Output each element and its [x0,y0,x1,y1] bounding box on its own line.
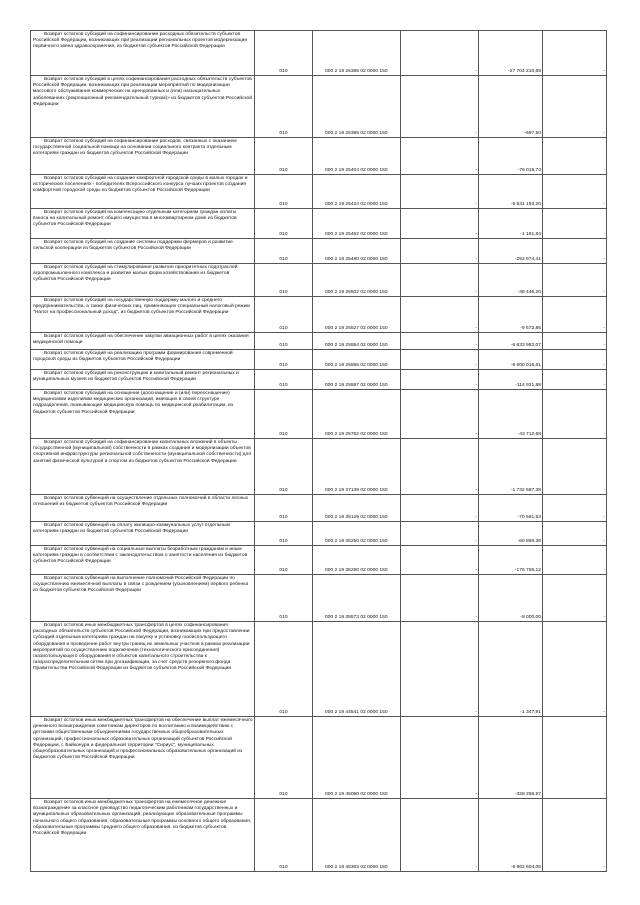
row-code: 010 [255,439,313,495]
row-description-text: Возврат остатков субсидий на софинансирование капитальных вложений в объекты государственной (муниципальной) собственности в рамках создания и модернизации объектов спортивной инфраструктуры региональной собственности (муниципальной собственности) для занятий физической культурой и спортом из бюджетов субъектов Российской Федерации [33,440,252,464]
row-code: 010 [255,297,313,333]
row-unexecuted-amount: - [543,350,607,370]
row-code: 010 [255,333,313,350]
row-code: 010 [255,76,313,138]
row-budget-code: 000 2 19 25555 02 0000 150 [313,350,401,370]
table-row [31,333,607,350]
row-code: 010 [255,138,313,175]
row-unexecuted-amount: - [543,76,607,138]
row-approved-amount: - [401,622,479,717]
row-description [31,31,255,76]
row-description-text: Возврат остатков субсидий на софинансирование расходов, связанных с оказанием государственной социальной помощи на основании социального контракта отдельным категориям граждан из бюджетов субъектов Российской Федерации [33,139,237,157]
row-unexecuted-amount: - [543,209,607,239]
row-approved-amount: - [401,390,479,439]
row-budget-code: 000 2 19 27139 02 0000 150 [313,439,401,495]
row-executed-amount: -76 015,74 [479,138,543,175]
row-description-text: Возврат остатков субсидий на оснащение (дооснащение и (или) переоснащение) медицинскими изделиями медицинских организаций, имеющих в своей структуре подразделения, оказывающие медицинскую помощь по медицинской реабилитации, из бюджетов субъектов Российской Федерации [33,391,233,415]
row-code: 010 [255,622,313,717]
row-executed-amount: -6 600 016,61 [479,350,543,370]
row-executed-amount: -1 347,91 [479,622,543,717]
row-budget-code: 000 2 19 25365 02 0000 150 [313,31,401,76]
table-row [31,439,607,495]
row-approved-amount: - [401,333,479,350]
row-unexecuted-amount: - [543,522,607,546]
row-code: 010 [255,175,313,209]
row-budget-code: 000 2 19 25527 02 0000 150 [313,297,401,333]
row-budget-code: 000 2 19 25385 02 0000 150 [313,76,401,138]
row-description-text: Возврат остатков субсидий на создание комфортной городской среды в малых городах и исторических поселениях - победителях Всероссийского конкурса лучших проектов создания комфортной городской среды из бюджетов субъектов Российской Федерации [33,176,248,194]
row-executed-amount: -114 931,88 [479,370,543,390]
row-code: 010 [255,31,313,76]
row-executed-amount: -38 446,20 [479,264,543,297]
row-code: 010 [255,495,313,522]
budget-return-table [30,30,607,872]
row-description-text: Возврат остатков субвенций на осуществление отдельных полномочий в области лесных отношений из бюджетов субъектов Российской Федерации [33,496,249,508]
row-description [31,138,255,175]
table-row [31,370,607,390]
row-description-text: Возврат остатков субсидий на софинансирование расходных обязательств субъектов Российской Федерации, возникающих при реализации региональных проектов модернизации первичного звена здравоохранения, из бюджетов субъектов Российской Федерации [33,32,248,50]
table-body [31,31,607,872]
row-description [31,76,255,138]
table-row [31,495,607,522]
row-budget-code: 000 2 19 25480 02 0000 150 [313,239,401,264]
row-description [31,575,255,622]
row-approved-amount: - [401,717,479,799]
row-description-text: Возврат остатков субсидий на создание системы поддержки фермеров и развитие сельской кооперации из бюджетов субъектов Российской Федерации [33,240,233,252]
row-description-text: Возврат остатков субсидий на государственную поддержку малого и среднего предпринимательства, а также физических лиц, применяющих специальный налоговый режим "Налог на профессиональный доход", из бюджетов субъектов Российской Федерации [33,298,250,316]
row-executed-amount: -5 531 193,20 [479,175,543,209]
row-executed-amount: -9 572,86 [479,297,543,333]
row-code: 010 [255,239,313,264]
row-description-text: Возврат остатков субсидий в целях софинансирования расходных обязательств субъектов Российской Федерации, возникающих при реализации мероприятий по модернизации массового обслуживания коммерческих на арендованных и (или) насыщательных заболеваниях (рекреационный рекомендательный туризм)» из бюджетов субъектов Российской Федерации [33,77,253,107]
row-description-text: Возврат остатков субсидий на реализацию программ формирования современной городской среды из бюджетов субъектов Российской Федерации [33,351,233,363]
row-description [31,622,255,717]
row-unexecuted-amount: - [543,333,607,350]
row-description-text: Возврат остатков иных межбюджетных трансфертов на обеспечение выплат ежемесячного денежного вознаграждения советникам директоров по воспитанию и взаимодействию с детскими общественными объединениями государственных общеобразовательных организаций, профессиональных образовательных организаций субъектов Российской Федерации, г. Байконура и федеральной территории "Сириус", муниципальных общеобразовательных организаций и профессиональных образовательных организаций из бюджетов субъектов Российской Федерации [33,718,253,761]
row-code: 010 [255,546,313,575]
row-unexecuted-amount: - [543,138,607,175]
row-description [31,495,255,522]
table-row [31,297,607,333]
row-description-text: Возврат остатков иных межбюджетных трансфертов на ежемесячное денежное вознаграждение за классное руководство педагогическим работникам государственных и муниципальных образовательных организаций, реализующих образовательные программы начального общего образования, образовательные программы основного общего образования, образовательные программы среднего общего образования, из бюджетов субъектов Российской Федерации [33,800,252,837]
table-row [31,546,607,575]
row-code: 010 [255,264,313,297]
row-executed-amount: -1 732 587,38 [479,439,543,495]
row-budget-code: 000 2 19 25424 02 0000 150 [313,175,401,209]
row-approved-amount: - [401,575,479,622]
row-description [31,209,255,239]
row-unexecuted-amount: - [543,31,607,76]
row-unexecuted-amount: - [543,239,607,264]
table-row [31,799,607,872]
row-unexecuted-amount: - [543,622,607,717]
row-executed-amount: -252 974,41 [479,239,543,264]
row-approved-amount: - [401,239,479,264]
row-unexecuted-amount: - [543,575,607,622]
row-code: 010 [255,799,313,872]
row-executed-amount: -697,50 [479,76,543,138]
row-budget-code: 000 2 19 25502 02 0000 150 [313,264,401,297]
row-budget-code: 000 2 19 25554 02 0000 150 [313,333,401,350]
row-unexecuted-amount: - [543,370,607,390]
row-unexecuted-amount: - [543,297,607,333]
budget-report-page [30,30,606,872]
row-unexecuted-amount: - [543,717,607,799]
table-row [31,138,607,175]
table-row [31,264,607,297]
row-approved-amount: - [401,799,479,872]
row-description-text: Возврат остатков субвенций на оплату жилищно-коммунальных услуг отдельным категориям граждан из бюджетов субъектов Российской Федерации [33,523,230,535]
row-executed-amount: -43 712,68 [479,390,543,439]
row-description-text: Возврат остатков субсидий на обеспечение закупки авиационных работ в целях оказания медицинской помощи [33,334,249,346]
row-unexecuted-amount: - [543,439,607,495]
row-description [31,239,255,264]
row-description-text: Возврат остатков субсидий на компенсацию отдельным категориям граждан оплаты взноса на капитальный ремонт общего имущества в многоквартирном доме из бюджетов субъектов Российской Федерации [33,210,237,228]
row-approved-amount: - [401,522,479,546]
row-unexecuted-amount: - [543,495,607,522]
row-description [31,390,255,439]
table-row [31,76,607,138]
row-description [31,370,255,390]
row-approved-amount: - [401,439,479,495]
row-approved-amount: - [401,76,479,138]
row-description-text: Возврат остатков субсидий на реконструкцию и капитальный ремонт региональных и муниципальных музеев из бюджетов субъектов Российской Федерации [33,371,239,383]
row-budget-code: 000 2 19 35250 02 0000 150 [313,522,401,546]
row-executed-amount: -176 765,12 [479,546,543,575]
row-approved-amount: - [401,350,479,370]
table-row [31,717,607,799]
table-row [31,175,607,209]
row-description-text: Возврат остатков субсидий на стимулирование развития приоритетных подотраслей агропромышленного комплекса и развитие малых форм хозяйствования из бюджетов субъектов Российской Федерации [33,265,238,283]
row-code: 010 [255,390,313,439]
row-budget-code: 000 2 19 25404 02 0000 150 [313,138,401,175]
row-executed-amount: -6 633 982,07 [479,333,543,350]
row-approved-amount: - [401,138,479,175]
row-executed-amount: -1 181,84 [479,209,543,239]
table-row [31,31,607,76]
row-description-text: Возврат остатков иных межбюджетных трансфертов в целях софинансирования расходных обязательств субъектов Российской Федерации, возникающих при предоставлении субсидий отдельным категориям граждан на покупку и установку газоиспользующего оборудования и проведение работ внутри границ их земельных участков в рамках реализации мероприятий по осуществлению подключения (технологического присоединения) газоиспользующего оборудования и объектов капитального строительства к газораспределительным сетям при догазификации, за счет средств резервного фонда Правительства Российской Федерации из бюджетов субъектов Российской Федерации [33,623,250,672]
row-executed-amount: -27 704 210,69 [479,31,543,76]
table-row [31,239,607,264]
row-budget-code: 000 2 19 25597 02 0000 150 [313,370,401,390]
row-budget-code: 000 2 19 35573 02 0000 150 [313,575,401,622]
row-approved-amount: - [401,546,479,575]
row-approved-amount: - [401,495,479,522]
table-row [31,209,607,239]
row-executed-amount: -6 962 604,06 [479,799,543,872]
row-code: 010 [255,575,313,622]
row-budget-code: 000 2 19 35129 02 0000 150 [313,495,401,522]
row-description [31,522,255,546]
row-unexecuted-amount: - [543,264,607,297]
row-approved-amount: - [401,31,479,76]
row-approved-amount: - [401,175,479,209]
row-executed-amount: -60 869,36 [479,522,543,546]
row-description-text: Возврат остатков субвенций на выполнение полномочий Российской Федерации по осуществлению ежемесячной выплаты в связи с рождением (усыновлением) первого ребенка из бюджетов субъектов Российской Федерации [33,576,249,594]
row-budget-code: 000 2 19 44541 02 0000 150 [313,622,401,717]
row-description [31,350,255,370]
row-code: 010 [255,350,313,370]
row-description [31,333,255,350]
row-approved-amount: - [401,297,479,333]
row-budget-code: 000 2 19 45303 02 0000 150 [313,799,401,872]
row-description [31,264,255,297]
row-description [31,546,255,575]
row-description [31,799,255,872]
row-description [31,439,255,495]
row-unexecuted-amount: - [543,546,607,575]
row-code: 010 [255,717,313,799]
row-budget-code: 000 2 19 35290 02 0000 150 [313,546,401,575]
row-unexecuted-amount: - [543,390,607,439]
row-approved-amount: - [401,209,479,239]
table-row [31,575,607,622]
row-executed-amount: -8 000,00 [479,575,543,622]
row-executed-amount: -70 581,53 [479,495,543,522]
table-row [31,622,607,717]
row-code: 010 [255,209,313,239]
row-description-text: Возврат остатков субвенций на социальные выплаты безработным гражданам и иным категориям граждан в соответствии с законодательством о занятости населения из бюджетов субъектов Российской Федерации [33,547,248,565]
row-budget-code: 000 2 19 45050 02 0000 150 [313,717,401,799]
row-code: 010 [255,522,313,546]
row-executed-amount: -328 256,97 [479,717,543,799]
row-unexecuted-amount: - [543,799,607,872]
row-budget-code: 000 2 19 25752 02 0000 150 [313,390,401,439]
row-code: 010 [255,370,313,390]
row-unexecuted-amount: - [543,175,607,209]
row-approved-amount: - [401,264,479,297]
row-approved-amount: - [401,370,479,390]
row-budget-code: 000 2 19 25462 02 0000 150 [313,209,401,239]
row-description [31,297,255,333]
table-row [31,350,607,370]
table-row [31,390,607,439]
row-description [31,175,255,209]
row-description [31,717,255,799]
table-row [31,522,607,546]
